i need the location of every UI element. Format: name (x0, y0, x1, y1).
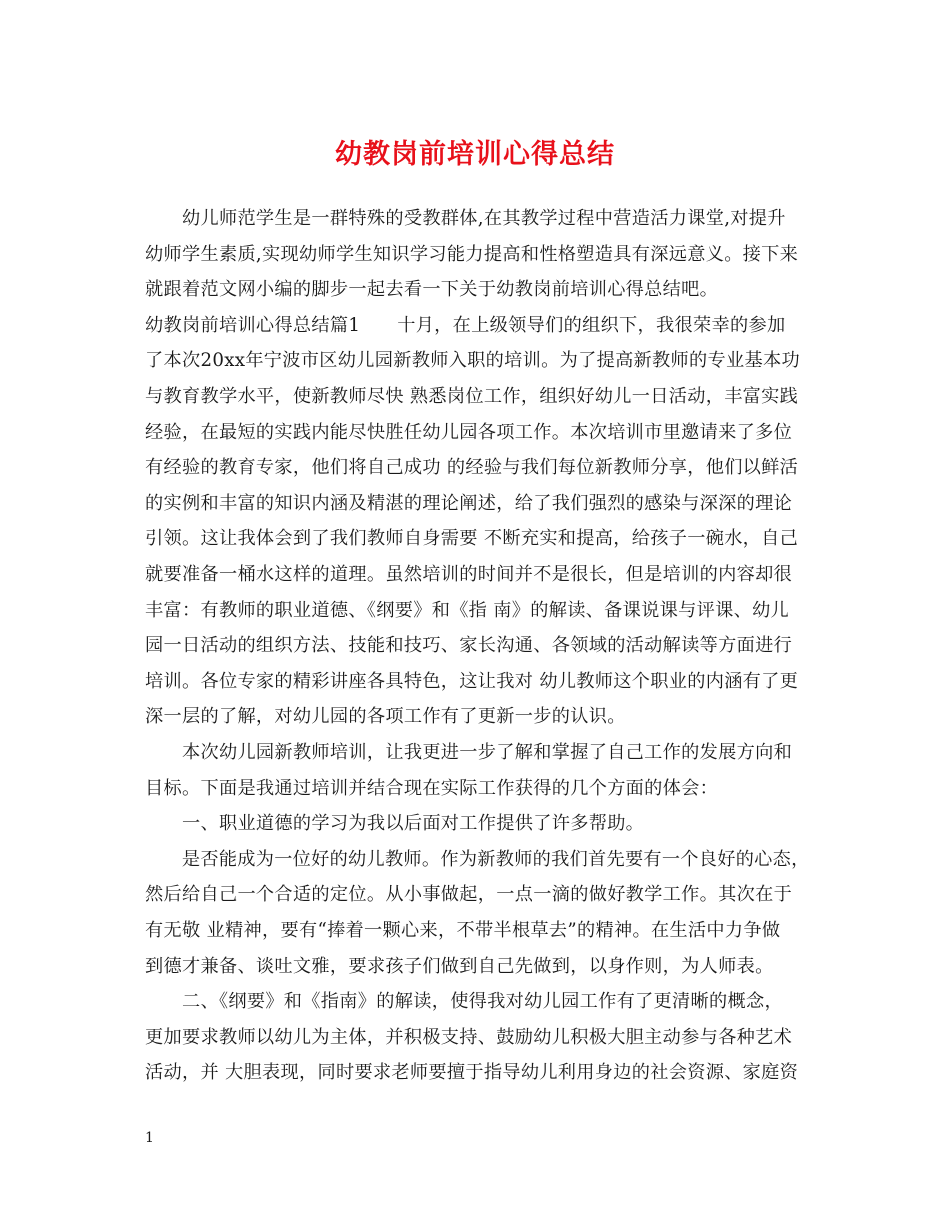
body-line: 更加要求教师以幼儿为主体，并积极支持、鼓励幼儿积极大胆主动参与各种艺术 (145, 1026, 793, 1048)
body-line: 二、《纲要》和《指南》的解读，使得我对幼儿园工作有了更清晰的概念， (145, 991, 783, 1013)
body-line: 目标。下面是我通过培训并结合现在实际工作获得的几个方面的体会： (145, 777, 719, 799)
body-line: 深一层的了解，对幼儿园的各项工作有了更新一步的认识。 (145, 706, 626, 728)
body-line: 活动，并 大胆表现，同时要求老师要擅于指导幼儿利用身边的社会资源、家庭资 (145, 1062, 799, 1084)
body-line: 了本次20xx年宁波市区幼儿园新教师入职的培训。为了提高新教师的专业基本功 (145, 350, 800, 372)
body-line: 幼师学生素质,实现幼师学生知识学习能力提高和性格塑造具有深远意义。接下来 (145, 243, 799, 265)
body-line: 培训。各位专家的精彩讲座各具特色，这让我对 幼儿教师这个职业的内涵有了更 (145, 670, 799, 692)
body-line: 与教育教学水平，使新教师尽快 熟悉岗位工作，组织好幼儿一日活动，丰富实践 (145, 386, 799, 407)
body-line: 幼教岗前培训心得总结篇1 十月，在上级领导们的组织下，我很荣幸的参加 (145, 314, 786, 336)
body-line: 的实例和丰富的知识内涵及精湛的理论阐述，给了我们强烈的感染与深深的理论 (145, 492, 793, 514)
page-number: 1 (145, 1130, 154, 1146)
body-line: 园一日活动的组织方法、技能和技巧、家长沟通、各领域的活动解读等方面进行 (145, 635, 793, 657)
body-line: 一、职业道德的学习为我以后面对工作提供了许多帮助。 (145, 813, 645, 835)
body-line: 有无敬 业精神，要有“捧着一颗心来，不带半根草去”的精神。在生活中力争做 (145, 920, 781, 941)
body-line: 然后给自己一个合适的定位。从小事做起，一点一滴的做好教学工作。其次在于 (145, 884, 793, 906)
body-line: 丰富：有教师的职业道德、《纲要》和《指 南》的解读、备课说课与评课、幼儿 (145, 599, 790, 621)
document-title: 幼教岗前培训心得总结 (335, 139, 615, 170)
body-line: 就要准备一桶水这样的道理。虽然培训的时间并不是很长，但是培训的内容却很 (145, 564, 793, 585)
body-line: 幼儿师范学生是一群特殊的受教群体,在其教学过程中营造活力课堂,对提升 (145, 208, 786, 229)
body-line: 有经验的教育专家，他们将自己成功 的经验与我们每位新教师分享，他们以鲜活 (145, 457, 799, 479)
body-line: 到德才兼备、谈吐文雅，要求孩子们做到自己先做到，以身作则，为人师表。 (145, 955, 774, 977)
body-line: 经验，在最短的实践内能尽快胜任幼儿园各项工作。本次培训市里邀请来了多位 (145, 421, 793, 443)
body-line: 引领。这让我体会到了我们教师自身需要 不断充实和提高，给孩子一碗水，自己 (145, 528, 799, 550)
body-line: 是否能成为一位好的幼儿教师。作为新教师的我们首先要有一个良好的心态， (145, 848, 810, 870)
body-line: 本次幼儿园新教师培训，让我更进一步了解和掌握了自己工作的发展方向和 (145, 742, 793, 763)
body-line: 就跟着范文网小编的脚步一起去看一下关于幼教岗前培训心得总结吧。 (145, 279, 719, 301)
